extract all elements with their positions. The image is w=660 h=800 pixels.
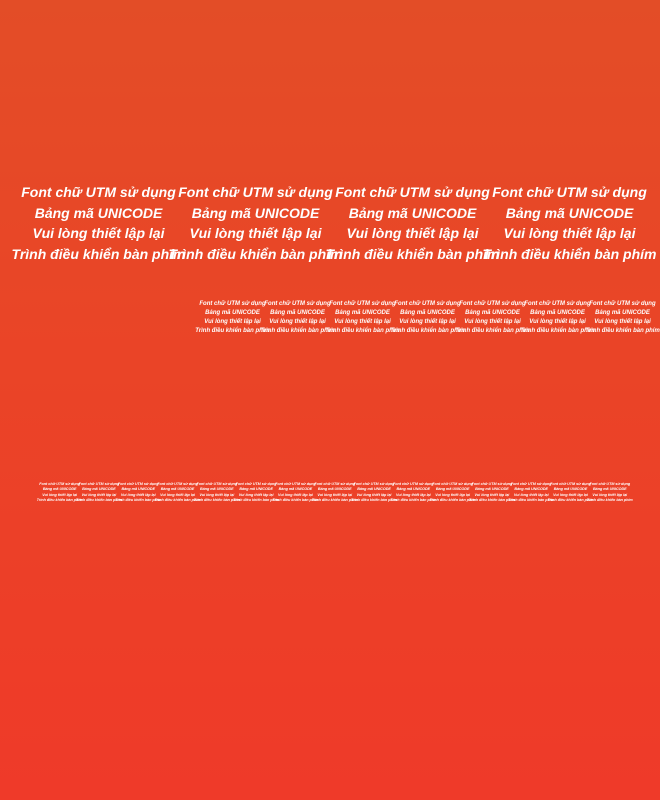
specimen-line: Trình điều khiển bàn phím — [351, 498, 397, 503]
specimen-line: Trình điều khiển bàn phím — [547, 498, 594, 503]
specimen-line: Vui lòng thiết lập lại — [553, 492, 588, 497]
specimen-block — [429, 482, 476, 504]
specimen-line: Vui lòng thiết lập lại — [81, 492, 117, 497]
specimen-block — [508, 482, 555, 504]
specimen-line: Font chữ UTM sử dụng — [335, 184, 490, 200]
specimen-line: Font chữ UTM sử dụng — [353, 482, 395, 486]
specimen-block — [233, 482, 280, 504]
specimen-line: Vui lòng thiết lập lại — [529, 319, 586, 325]
specimen-line: Font chữ UTM sử dụng — [432, 482, 473, 486]
specimen-line: Font chữ UTM sử dụng — [117, 482, 159, 486]
specimen-line: Font chữ UTM sử dụng — [524, 301, 591, 307]
specimen-line: Bảng mã UNICODE — [396, 487, 431, 492]
specimen-line: Trình điều khiển bàn phím — [455, 328, 530, 334]
specimen-line: Font chữ UTM sử dụng — [392, 482, 434, 486]
specimen-line: Vui lòng thiết lập lại — [189, 225, 322, 241]
specimen-line: Trình điều khiển bàn phím — [76, 498, 122, 503]
specimen-line: Trình điều khiển bàn phím — [168, 245, 343, 262]
specimen-line: Vui lòng thiết lập lại — [120, 492, 156, 497]
specimen-row-medium — [0, 300, 660, 340]
specimen-block — [260, 300, 335, 336]
specimen-line: Bảng mã UNICODE — [335, 310, 390, 316]
specimen-line: Vui lòng thiết lập lại — [399, 319, 456, 325]
specimen-line: Trình điều khiển bàn phím — [193, 498, 240, 503]
specimen-block — [325, 300, 400, 336]
specimen-line: Bảng mã UNICODE — [435, 487, 470, 492]
specimen-line: Font chữ UTM sử dụng — [275, 482, 316, 486]
specimen-line: Font chữ UTM sử dụng — [394, 301, 461, 307]
specimen-line: Font chữ UTM sử dụng — [264, 301, 331, 307]
specimen-line: Bảng mã UNICODE — [465, 310, 520, 316]
specimen-line: Vui lòng thiết lập lại — [513, 492, 549, 497]
specimen-line: Trình điều khiển bàn phím — [115, 498, 162, 503]
specimen-line: Bảng mã UNICODE — [121, 487, 156, 492]
specimen-line: Font chữ UTM sử dụng — [314, 482, 356, 486]
specimen-line: Vui lòng thiết lập lại — [346, 225, 479, 241]
specimen-line: Vui lòng thiết lập lại — [464, 319, 521, 325]
specimen-line: Vui lòng thiết lập lại — [317, 492, 353, 497]
specimen-line: Bảng mã UNICODE — [239, 487, 273, 492]
specimen-row-large-inner — [11, 182, 657, 264]
specimen-line: Trình điều khiển bàn phím — [272, 498, 319, 503]
specimen-line: Font chữ UTM sử dụng — [589, 301, 656, 307]
specimen-line: Bảng mã UNICODE — [278, 487, 313, 492]
specimen-line: Vui lòng thiết lập lại — [204, 319, 261, 325]
specimen-line: Font chữ UTM sử dụng — [78, 482, 120, 486]
specimen-line: Trình điều khiển bàn phím — [429, 498, 476, 503]
specimen-line: Bảng mã UNICODE — [505, 204, 634, 221]
specimen-row-medium-inner — [195, 300, 660, 336]
specimen-line: Trình điều khiển bàn phím — [154, 498, 201, 503]
specimen-line: Trình điều khiển bàn phím — [325, 328, 400, 334]
specimen-block — [76, 482, 122, 504]
specimen-line: Bảng mã UNICODE — [348, 204, 477, 221]
specimen-line: Trình điều khiển bàn phím — [586, 498, 633, 503]
specimen-block — [547, 482, 594, 504]
specimen-line: Trình điều khiển bàn phím — [520, 328, 595, 334]
specimen-block — [115, 482, 162, 504]
specimen-line: Trình điều khiển bàn phím — [11, 245, 186, 262]
specimen-line: Bảng mã UNICODE — [553, 487, 588, 492]
specimen-line: Vui lòng thiết lập lại — [503, 225, 636, 241]
specimen-row-small-inner — [36, 482, 633, 504]
specimen-line: Font chữ UTM sử dụng — [550, 482, 591, 486]
specimen-line: Vui lòng thiết lập lại — [474, 492, 510, 497]
specimen-line: Trình điều khiển bàn phím — [325, 245, 500, 262]
specimen-line: Bảng mã UNICODE — [595, 310, 650, 316]
specimen-line: Bảng mã UNICODE — [34, 204, 163, 221]
specimen-block — [36, 482, 83, 504]
specimen-line: Bảng mã UNICODE — [514, 487, 549, 492]
specimen-block — [272, 482, 319, 504]
specimen-line: Vui lòng thiết lập lại — [238, 492, 274, 497]
specimen-line: Font chữ UTM sử dụng — [510, 482, 552, 486]
specimen-block — [390, 482, 437, 504]
specimen-line: Trình điều khiển bàn phím — [508, 498, 555, 503]
specimen-line: Vui lòng thiết lập lại — [160, 492, 195, 497]
specimen-row-large — [0, 182, 657, 268]
specimen-line: Bảng mã UNICODE — [200, 487, 234, 492]
specimen-line: Trình điều khiển bàn phím — [233, 498, 280, 503]
specimen-line: Vui lòng thiết lập lại — [435, 492, 470, 497]
specimen-line: Trình điều khiển bàn phím — [36, 498, 83, 503]
specimen-line: Bảng mã UNICODE — [42, 487, 77, 492]
specimen-block — [586, 482, 633, 504]
specimen-line: Vui lòng thiết lập lại — [199, 492, 235, 497]
specimen-line: Vui lòng thiết lập lại — [592, 492, 628, 497]
specimen-line: Trình điều khiển bàn phím — [390, 328, 465, 334]
specimen-line: Bảng mã UNICODE — [400, 310, 455, 316]
specimen-line: Vui lòng thiết lập lại — [42, 492, 78, 497]
specimen-block — [195, 300, 270, 336]
specimen-line: Trình điều khiển bàn phím — [585, 328, 660, 334]
specimen-block — [520, 300, 595, 336]
specimen-line: Bảng mã UNICODE — [191, 204, 320, 221]
specimen-block — [351, 482, 397, 504]
specimen-line: Vui lòng thiết lập lại — [278, 492, 313, 497]
specimen-line: Bảng mã UNICODE — [475, 487, 509, 492]
specimen-line: Bảng mã UNICODE — [205, 310, 260, 316]
specimen-block — [311, 482, 358, 504]
specimen-line: Vui lòng thiết lập lại — [356, 492, 392, 497]
specimen-line: Font chữ UTM sử dụng — [235, 482, 277, 486]
specimen-block — [469, 482, 515, 504]
specimen-block — [325, 182, 500, 264]
specimen-block — [585, 300, 660, 336]
specimen-line: Vui lòng thiết lập lại — [395, 492, 431, 497]
specimen-line: Bảng mã UNICODE — [593, 487, 627, 492]
specimen-block — [482, 182, 657, 264]
specimen-line: Trình điều khiển bàn phím — [482, 245, 657, 262]
specimen-line: Vui lòng thiết lập lại — [32, 225, 165, 241]
specimen-line: Bảng mã UNICODE — [530, 310, 585, 316]
specimen-line: Trình điều khiển bàn phím — [195, 328, 270, 334]
specimen-line: Bảng mã UNICODE — [317, 487, 352, 492]
specimen-line: Vui lòng thiết lập lại — [269, 319, 326, 325]
specimen-line: Font chữ UTM sử dụng — [471, 482, 513, 486]
specimen-line: Vui lòng thiết lập lại — [594, 319, 651, 325]
specimen-line: Bảng mã UNICODE — [160, 487, 195, 492]
specimen-block — [11, 182, 186, 264]
specimen-line: Font chữ UTM sử dụng — [492, 184, 647, 200]
specimen-row-small — [0, 482, 633, 506]
specimen-block — [154, 482, 201, 504]
specimen-block — [193, 482, 240, 504]
specimen-line: Font chữ UTM sử dụng — [196, 482, 238, 486]
specimen-line: Font chữ UTM sử dụng — [199, 301, 266, 307]
specimen-line: Font chữ UTM sử dụng — [459, 301, 526, 307]
specimen-line: Trình điều khiển bàn phím — [390, 498, 437, 503]
specimen-block — [455, 300, 530, 336]
specimen-line: Font chữ UTM sử dụng — [329, 301, 396, 307]
specimen-line: Bảng mã UNICODE — [82, 487, 116, 492]
specimen-line: Font chữ UTM sử dụng — [39, 482, 80, 486]
specimen-line: Trình điều khiển bàn phím — [311, 498, 358, 503]
specimen-line: Font chữ UTM sử dụng — [21, 184, 176, 200]
specimen-line: Bảng mã UNICODE — [357, 487, 391, 492]
specimen-block — [390, 300, 465, 336]
specimen-line: Font chữ UTM sử dụng — [178, 184, 333, 200]
specimen-line: Font chữ UTM sử dụng — [589, 482, 631, 486]
specimen-block — [168, 182, 343, 264]
specimen-line: Font chữ UTM sử dụng — [157, 482, 198, 486]
specimen-line: Vui lòng thiết lập lại — [334, 319, 391, 325]
specimen-line: Trình điều khiển bàn phím — [469, 498, 515, 503]
specimen-line: Bảng mã UNICODE — [270, 310, 325, 316]
specimen-line: Trình điều khiển bàn phím — [260, 328, 335, 334]
